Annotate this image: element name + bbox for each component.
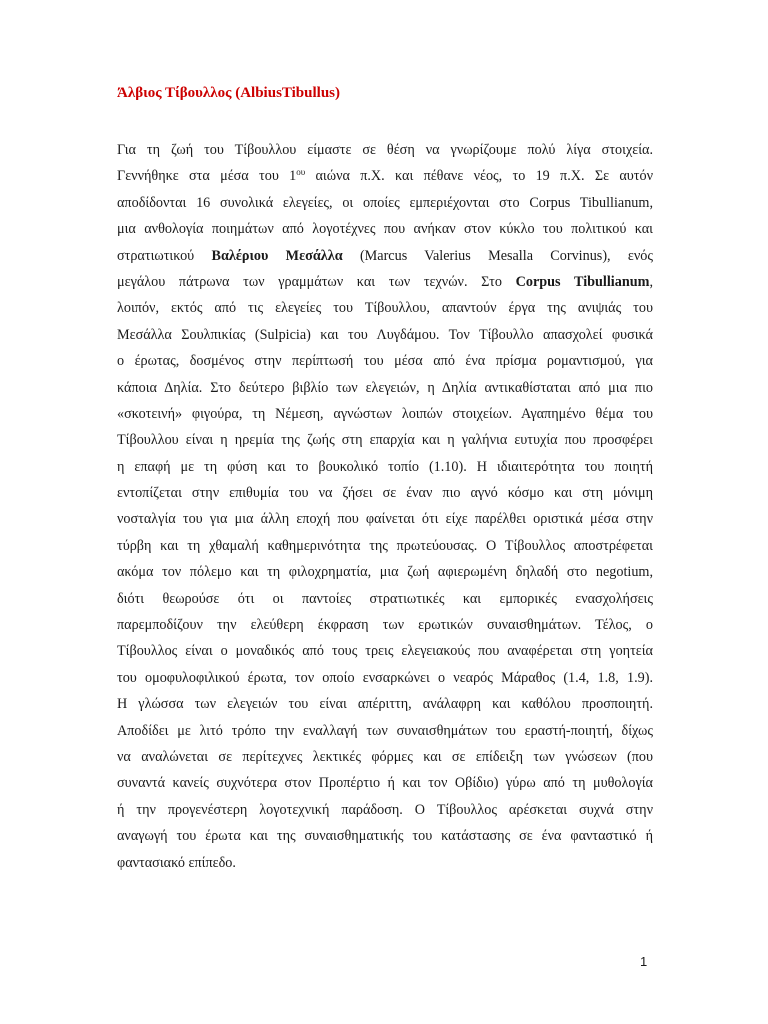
text-segment: Γεννήθηκε στα μέσα του 1	[117, 168, 297, 185]
text-line: νοσταλγία του για μια άλλη εποχή που φαίνεται ότι είχε παρέλθει οριστικά μέσα στην	[117, 511, 653, 528]
page-number: 1	[640, 954, 648, 969]
text-line: διότι θεωρούσε ότι οι παντοίες στρατιωτικές και εμπορικές ενασχολήσεις	[117, 590, 653, 607]
text-line: Αποδίδει με λιτό τρόπο την εναλλαγή των συναισθημάτων του εραστή-ποιητή, δίχως	[117, 722, 653, 739]
text-segment: αιώνα π.Χ. και πέθανε νέος, το 19 π.Χ. Σε αυτόν	[305, 168, 654, 185]
text-line: Τίβουλλου είναι η ηρεμία της ζωής στη επαρχία και η γαλήνια ευτυχία που προσφέρει	[117, 432, 653, 449]
text-line: Τίβουλλος είναι ο μοναδικός από τους τρεις ελεγειακούς που αναφέρεται στη γοητεία	[117, 643, 653, 660]
text-line: «σκοτεινή» φιγούρα, τη Νέμεση, αγνώστων λοιπών στοιχείων. Αγαπημένο θέμα του	[117, 405, 653, 422]
text-line	[117, 243, 653, 269]
bold-term: Βαλέριου Μεσάλλα	[211, 247, 343, 264]
text-line: κάποια Δηλία. Στο δεύτερο βιβλίο των ελεγειών, η Δηλία αντικαθίσταται από μια πιο	[117, 379, 653, 396]
text-line: του ομοφυλοφιλικού έρωτα, τον οποίο ενσαρκώνει ο νεαρός Μάραθος (1.4, 1.8, 1.9).	[117, 669, 653, 686]
text-line: ή την προγενέστερη λογοτεχνική παράδοση. Ο Τίβουλλος αρέσκεται συχνά στην	[117, 801, 653, 818]
text-line: η επαφή με τη φύση και το βουκολικό τοπίο (1.10). Η ιδιαιτερότητα του ποιητή	[117, 458, 653, 475]
text-line	[117, 269, 653, 295]
text-segment: μεγάλου πάτρωνα των γραμμάτων και των τεχνών. Στο	[117, 273, 516, 290]
bold-term: Corpus Tibullianum	[515, 273, 650, 290]
text-line: εντοπίζεται στην επιθυμία του να ζήσει σε έναν πιο αγνό κόσμο και στη μόνιμη	[117, 485, 653, 502]
text-line: λοιπόν, εκτός από τις ελεγείες του Τίβουλλου, απαντούν έργα της ανιψιάς του	[117, 300, 653, 317]
text-line: ακόμα τον πόλεμο και τη φιλοχρηματία, μια ζωή αφιερωμένη δηλαδή στο negotium,	[117, 564, 653, 581]
text-line: Η γλώσσα των ελεγειών του είναι απέριττη, ανάλαφρη και καθόλου προσποιητή.	[117, 696, 653, 713]
text-line: Για τη ζωή του Τίβουλλου είμαστε σε θέση να γνωρίζουμε πολύ λίγα στοιχεία.	[117, 142, 653, 158]
text-line: Μεσάλλα Σουλπικίας (Sulpicia) και του Λυγδάμου. Τον Τίβουλλο απασχολεί φυσικά	[117, 326, 653, 343]
text-line: παρεμποδίζουν την ελεύθερη έκφραση των ερωτικών συναισθημάτων. Τέλος, ο	[117, 617, 653, 634]
text-segment: ,	[649, 273, 653, 290]
text-line: μια ανθολογία ποιημάτων από λογοτέχνες που ανήκαν στον κύκλο του πολιτικού και	[117, 221, 653, 238]
superscript-ordinal: ου	[296, 167, 306, 178]
text-line: ο έρωτας, δοσμένος στην περίπτωσή του μέσα από ένα πρίσμα ρομαντισμού, για	[117, 353, 653, 370]
text-line: τύρβη και τη χθαμαλή καθημερινότητα της πρωτεύουσας. Ο Τίβουλλος αποστρέφεται	[117, 537, 653, 554]
text-line	[117, 163, 653, 189]
text-line: αποδίδονται 16 συνολικά ελεγείες, οι οποίες εμπεριέχονται στο Corpus Tibullianum,	[117, 194, 653, 211]
text-line: αναγωγή του έρωτα και της συναισθηματικής του κατάστασης σε ένα φανταστικό ή	[117, 828, 653, 845]
document-title: Άλβιος Τίβουλλος (AlbiusTibullus)	[117, 85, 341, 101]
text-segment: στρατιωτικού	[117, 247, 212, 264]
text-line: να αναλώνεται σε περίτεχνες λεκτικές φόρμες και σε επίδειξη των γνώσεων (που	[117, 748, 653, 765]
text-line: συναντά κανείς συχνότερα στον Προπέρτιο ή και τον Οβίδιο) γύρω από τη μυθολογία	[117, 775, 653, 792]
body-text	[117, 137, 653, 876]
text-segment: (Marcus Valerius Mesalla Corvinus), ενός	[342, 247, 653, 264]
text-line: φαντασιακό επίπεδο.	[117, 854, 236, 871]
